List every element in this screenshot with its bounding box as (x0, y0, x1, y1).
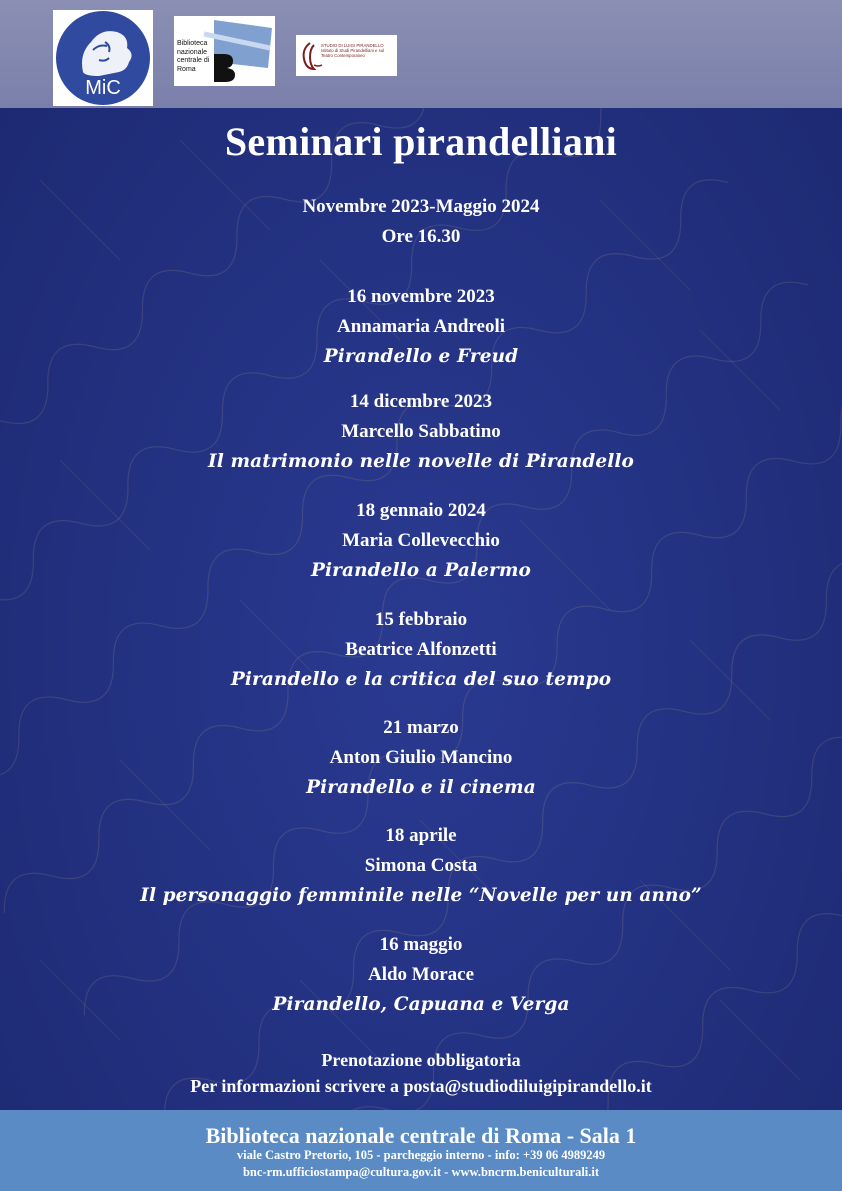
venue-contacts[interactable]: bnc-rm.ufficiostampa@cultura.gov.it - www.bncrm.beniculturali.it (242, 1165, 600, 1179)
event-item (0, 605, 842, 695)
mic-logo-text: MiC (85, 77, 121, 99)
event-item (0, 713, 842, 803)
event-speaker: Maria Collevecchio (342, 530, 500, 551)
info-email-note[interactable]: Per informazioni scrivere a posta@studiodiluigipirandello.it (190, 1076, 652, 1096)
footer-band (0, 1110, 842, 1191)
event-speaker: Marcello Sabbatino (341, 421, 501, 442)
event-item (0, 930, 842, 1020)
event-topic: Pirandello e la critica del suo tempo (230, 669, 612, 690)
event-item (0, 496, 842, 586)
booking-note: Prenotazione obbligatoria (321, 1050, 521, 1070)
event-date: 16 novembre 2023 (347, 286, 495, 307)
event-topic: Pirandello, Capuana e Verga (272, 994, 570, 1015)
event-topic: Pirandello e Freud (323, 346, 519, 367)
event-topic: Il personaggio femminile nelle “Novelle per un anno” (140, 885, 702, 906)
event-topic: Il matrimonio nelle novelle di Pirandello (208, 451, 634, 472)
event-topic: Pirandello a Palermo (311, 560, 531, 581)
event-item (0, 387, 842, 477)
event-date: 18 aprile (385, 825, 457, 846)
event-date: 15 febbraio (374, 609, 468, 630)
venue-name: Biblioteca nazionale centrale di Roma - Sala 1 (205, 1123, 637, 1148)
event-date: 16 maggio (379, 934, 463, 955)
venue-address: viale Castro Pretorio, 105 - parcheggio interno - info: +39 06 4989249 (236, 1148, 606, 1162)
seminar-time: Ore 16.30 (381, 226, 461, 247)
event-date: 21 marzo (383, 717, 459, 738)
event-topic: Pirandello e il cinema (306, 777, 536, 798)
mic-logo (53, 10, 153, 106)
header-band (0, 0, 842, 108)
studio-pirandello-logo (296, 35, 397, 76)
bncr-logo (174, 16, 275, 86)
event-date: 14 dicembre 2023 (349, 391, 493, 412)
seminar-period: Novembre 2023-Maggio 2024 (302, 196, 540, 217)
event-speaker: Simona Costa (364, 855, 478, 876)
event-speaker: Beatrice Alfonzetti (345, 639, 497, 660)
event-speaker: Aldo Morace (367, 964, 475, 985)
event-date: 18 gennaio 2024 (356, 500, 486, 521)
event-speaker: Anton Giulio Mancino (329, 747, 513, 768)
event-item (0, 821, 842, 911)
bncr-logo-text: Biblioteca nazionale centrale di Roma (177, 40, 210, 73)
studio-logo-text: STUDIO DI LUIGI PIRANDELLO Istituto di Studi Pirandelliani e sul Teatro Contemporaneo (321, 43, 385, 59)
page-title: Seminari pirandelliani (224, 119, 618, 164)
event-speaker: Annamaria Andreoli (336, 316, 506, 337)
event-item (0, 282, 842, 372)
